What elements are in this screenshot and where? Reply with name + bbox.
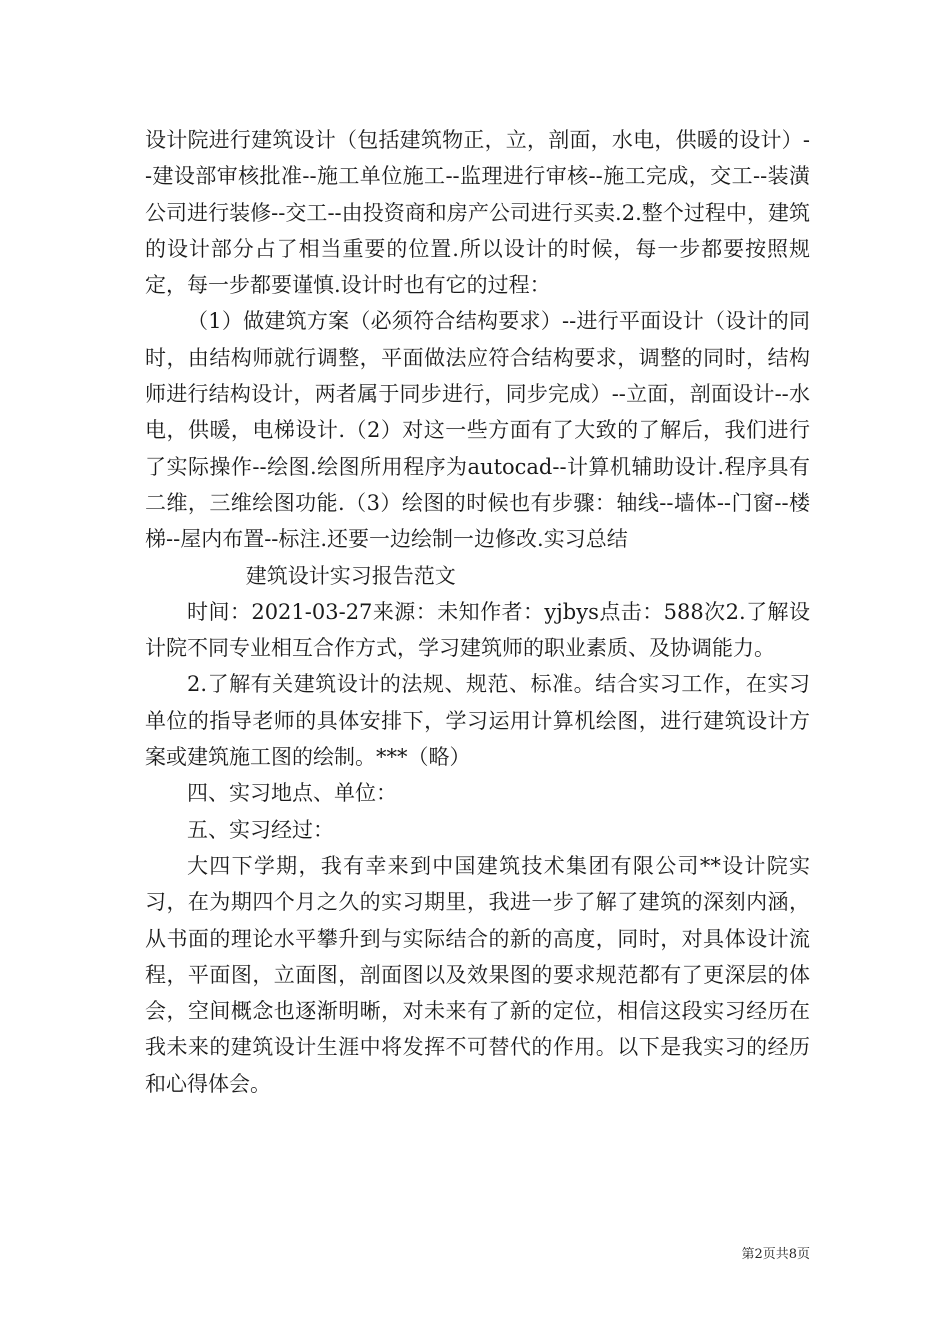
article-title: 建筑设计实习报告范文 xyxy=(245,563,456,588)
paragraph-design-process: 设计院进行建筑设计（包括建筑物正，立，剖面，水电，供暖的设计）--建设部审核批准--施工单位施工--监理进行审核--施工完成，交工--装潢公司进行装修--交工--由投资商和房产公司进行买卖.2.整个过程中，建筑的设计部分占了相当重要的位置.所以设计的时候，每一步都要按照规定，每一步都要谨慎.设计时也有它的过程： xyxy=(145,128,810,298)
page-number: 第2页共8页 xyxy=(741,1247,810,1262)
document-body xyxy=(145,122,810,1102)
paragraph-article-meta: 时间：2021-03-27来源：未知作者：yjbys点击：588次2.了解设计院不同专业相互合作方式，学习建筑师的职业素质、及协调能力。 xyxy=(145,599,810,661)
paragraph-design-steps: （1）做建筑方案（必须符合结构要求）--进行平面设计（设计的同时，由结构师就行调整，平面做法应符合结构要求，调整的同时，结构师进行结构设计，两者属于同步进行，同步完成）--立面，剖面设计--水电，供暖，电梯设计.（2）对这一些方面有了大致的了解后，我们进行了实际操作--绘图.绘图所用程序为autocad--计算机辅助设计.程序具有二维，三维绘图功能.（3）绘图的时候也有步骤：轴线--墙体--门窗--楼梯--屋内布置--标注.还要一边绘制一边修改.实习总结 xyxy=(145,309,810,552)
paragraph-internship-experience: 大四下学期，我有幸来到中国建筑技术集团有限公司**设计院实习，在为期四个月之久的实习期里，我进一步了解了建筑的深刻内涵，从书面的理论水平攀升到与实际结合的新的高度，同时，对具体设计流程，平面图，立面图，剖面图以及效果图的要求规范都有了更深层的体会，空间概念也逐渐明晰，对未来有了新的定位，相信这段实习经历在我未来的建筑设计生涯中将发挥不可替代的作用。以下是我实习的经历和心得体会。 xyxy=(145,853,810,1096)
heading-process: 五、实习经过： xyxy=(187,817,334,842)
heading-location: 四、实习地点、单位： xyxy=(187,781,397,806)
paragraph-regulations: 2.了解有关建筑设计的法规、规范、标准。结合实习工作，在实习单位的指导老师的具体安排下，学习运用计算机绘图，进行建筑设计方案或建筑施工图的绘制。***（略） xyxy=(145,672,810,770)
